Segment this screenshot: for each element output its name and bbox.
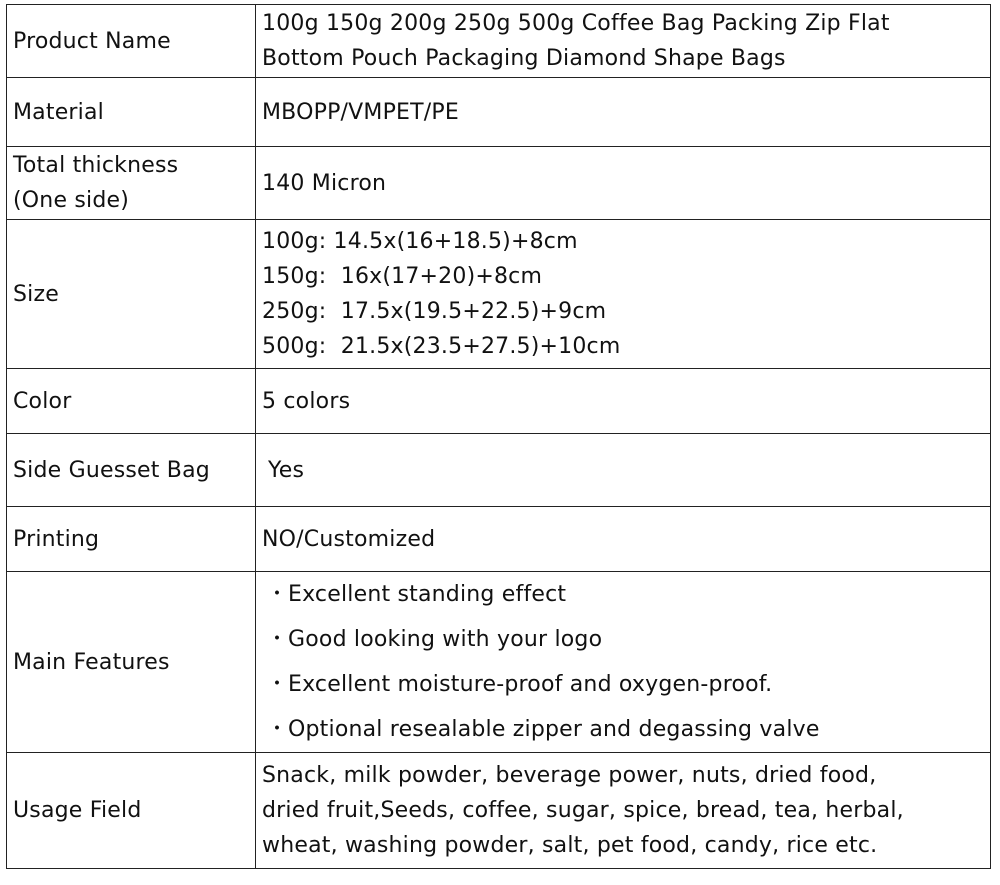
value-line: 150g: 16x(17+20)+8cm xyxy=(262,264,543,289)
row-label-usage-field: Usage Field xyxy=(7,753,256,869)
row-value-side-guesset-bag xyxy=(256,434,991,507)
row-value-main-features xyxy=(256,572,991,753)
table-row xyxy=(7,369,991,434)
feature-text: Optional resealable zipper and degassing valve xyxy=(288,717,820,742)
row-label-product-name: Product Name xyxy=(7,5,256,78)
row-label-total-thickness xyxy=(7,147,256,220)
feature-item xyxy=(262,662,984,707)
row-value-product-name xyxy=(256,5,991,78)
row-label-side-guesset-bag: Side Guesset Bag xyxy=(7,434,256,507)
row-value-size xyxy=(256,220,991,369)
value-line: MBOPP/VMPET/PE xyxy=(262,99,459,125)
value-line: wheat, washing powder, salt, pet food, candy, rice etc. xyxy=(262,833,878,858)
feature-text: Good looking with your logo xyxy=(288,627,603,652)
table-row xyxy=(7,5,991,78)
bullet-icon: ・ xyxy=(266,627,289,652)
row-value-printing xyxy=(256,507,991,572)
label-line: Total thickness xyxy=(13,153,179,178)
table-row xyxy=(7,434,991,507)
feature-text: Excellent moisture-proof and oxygen-proof. xyxy=(288,672,773,697)
feature-item xyxy=(262,572,984,617)
value-line: dried fruit,Seeds, coffee, sugar, spice, bread, tea, herbal, xyxy=(262,798,904,823)
table-row xyxy=(7,753,991,869)
feature-item xyxy=(262,707,984,752)
feature-item xyxy=(262,617,984,662)
row-value-material xyxy=(256,78,991,147)
row-label-size: Size xyxy=(7,220,256,369)
value-line: 5 colors xyxy=(262,388,351,414)
row-label-printing: Printing xyxy=(7,507,256,572)
feature-text: Excellent standing effect xyxy=(288,582,567,607)
row-value-color xyxy=(256,369,991,434)
bullet-icon: ・ xyxy=(266,717,289,742)
value-line: 100g 150g 200g 250g 500g Coffee Bag Packing Zip Flat xyxy=(262,11,890,36)
table-row xyxy=(7,572,991,753)
table-row xyxy=(7,507,991,572)
table-row xyxy=(7,220,991,369)
table-row xyxy=(7,78,991,147)
value-line: 140 Micron xyxy=(262,170,387,196)
product-spec-table xyxy=(6,4,991,869)
bullet-icon: ・ xyxy=(266,582,289,607)
value-line: Snack, milk powder, beverage power, nuts, dried food, xyxy=(262,763,877,788)
value-line: Bottom Pouch Packaging Diamond Shape Bags xyxy=(262,46,786,71)
row-value-usage-field xyxy=(256,753,991,869)
value-line: NO/Customized xyxy=(262,526,436,552)
row-label-main-features: Main Features xyxy=(7,572,256,753)
row-label-color: Color xyxy=(7,369,256,434)
value-line: 250g: 17.5x(19.5+22.5)+9cm xyxy=(262,299,607,324)
bullet-icon: ・ xyxy=(266,672,289,697)
row-value-total-thickness xyxy=(256,147,991,220)
value-line: 100g: 14.5x(16+18.5)+8cm xyxy=(262,229,578,254)
label-line: (One side) xyxy=(13,188,130,213)
value-line: Yes xyxy=(268,457,305,483)
table-row xyxy=(7,147,991,220)
value-line: 500g: 21.5x(23.5+27.5)+10cm xyxy=(262,334,621,359)
row-label-material: Material xyxy=(7,78,256,147)
